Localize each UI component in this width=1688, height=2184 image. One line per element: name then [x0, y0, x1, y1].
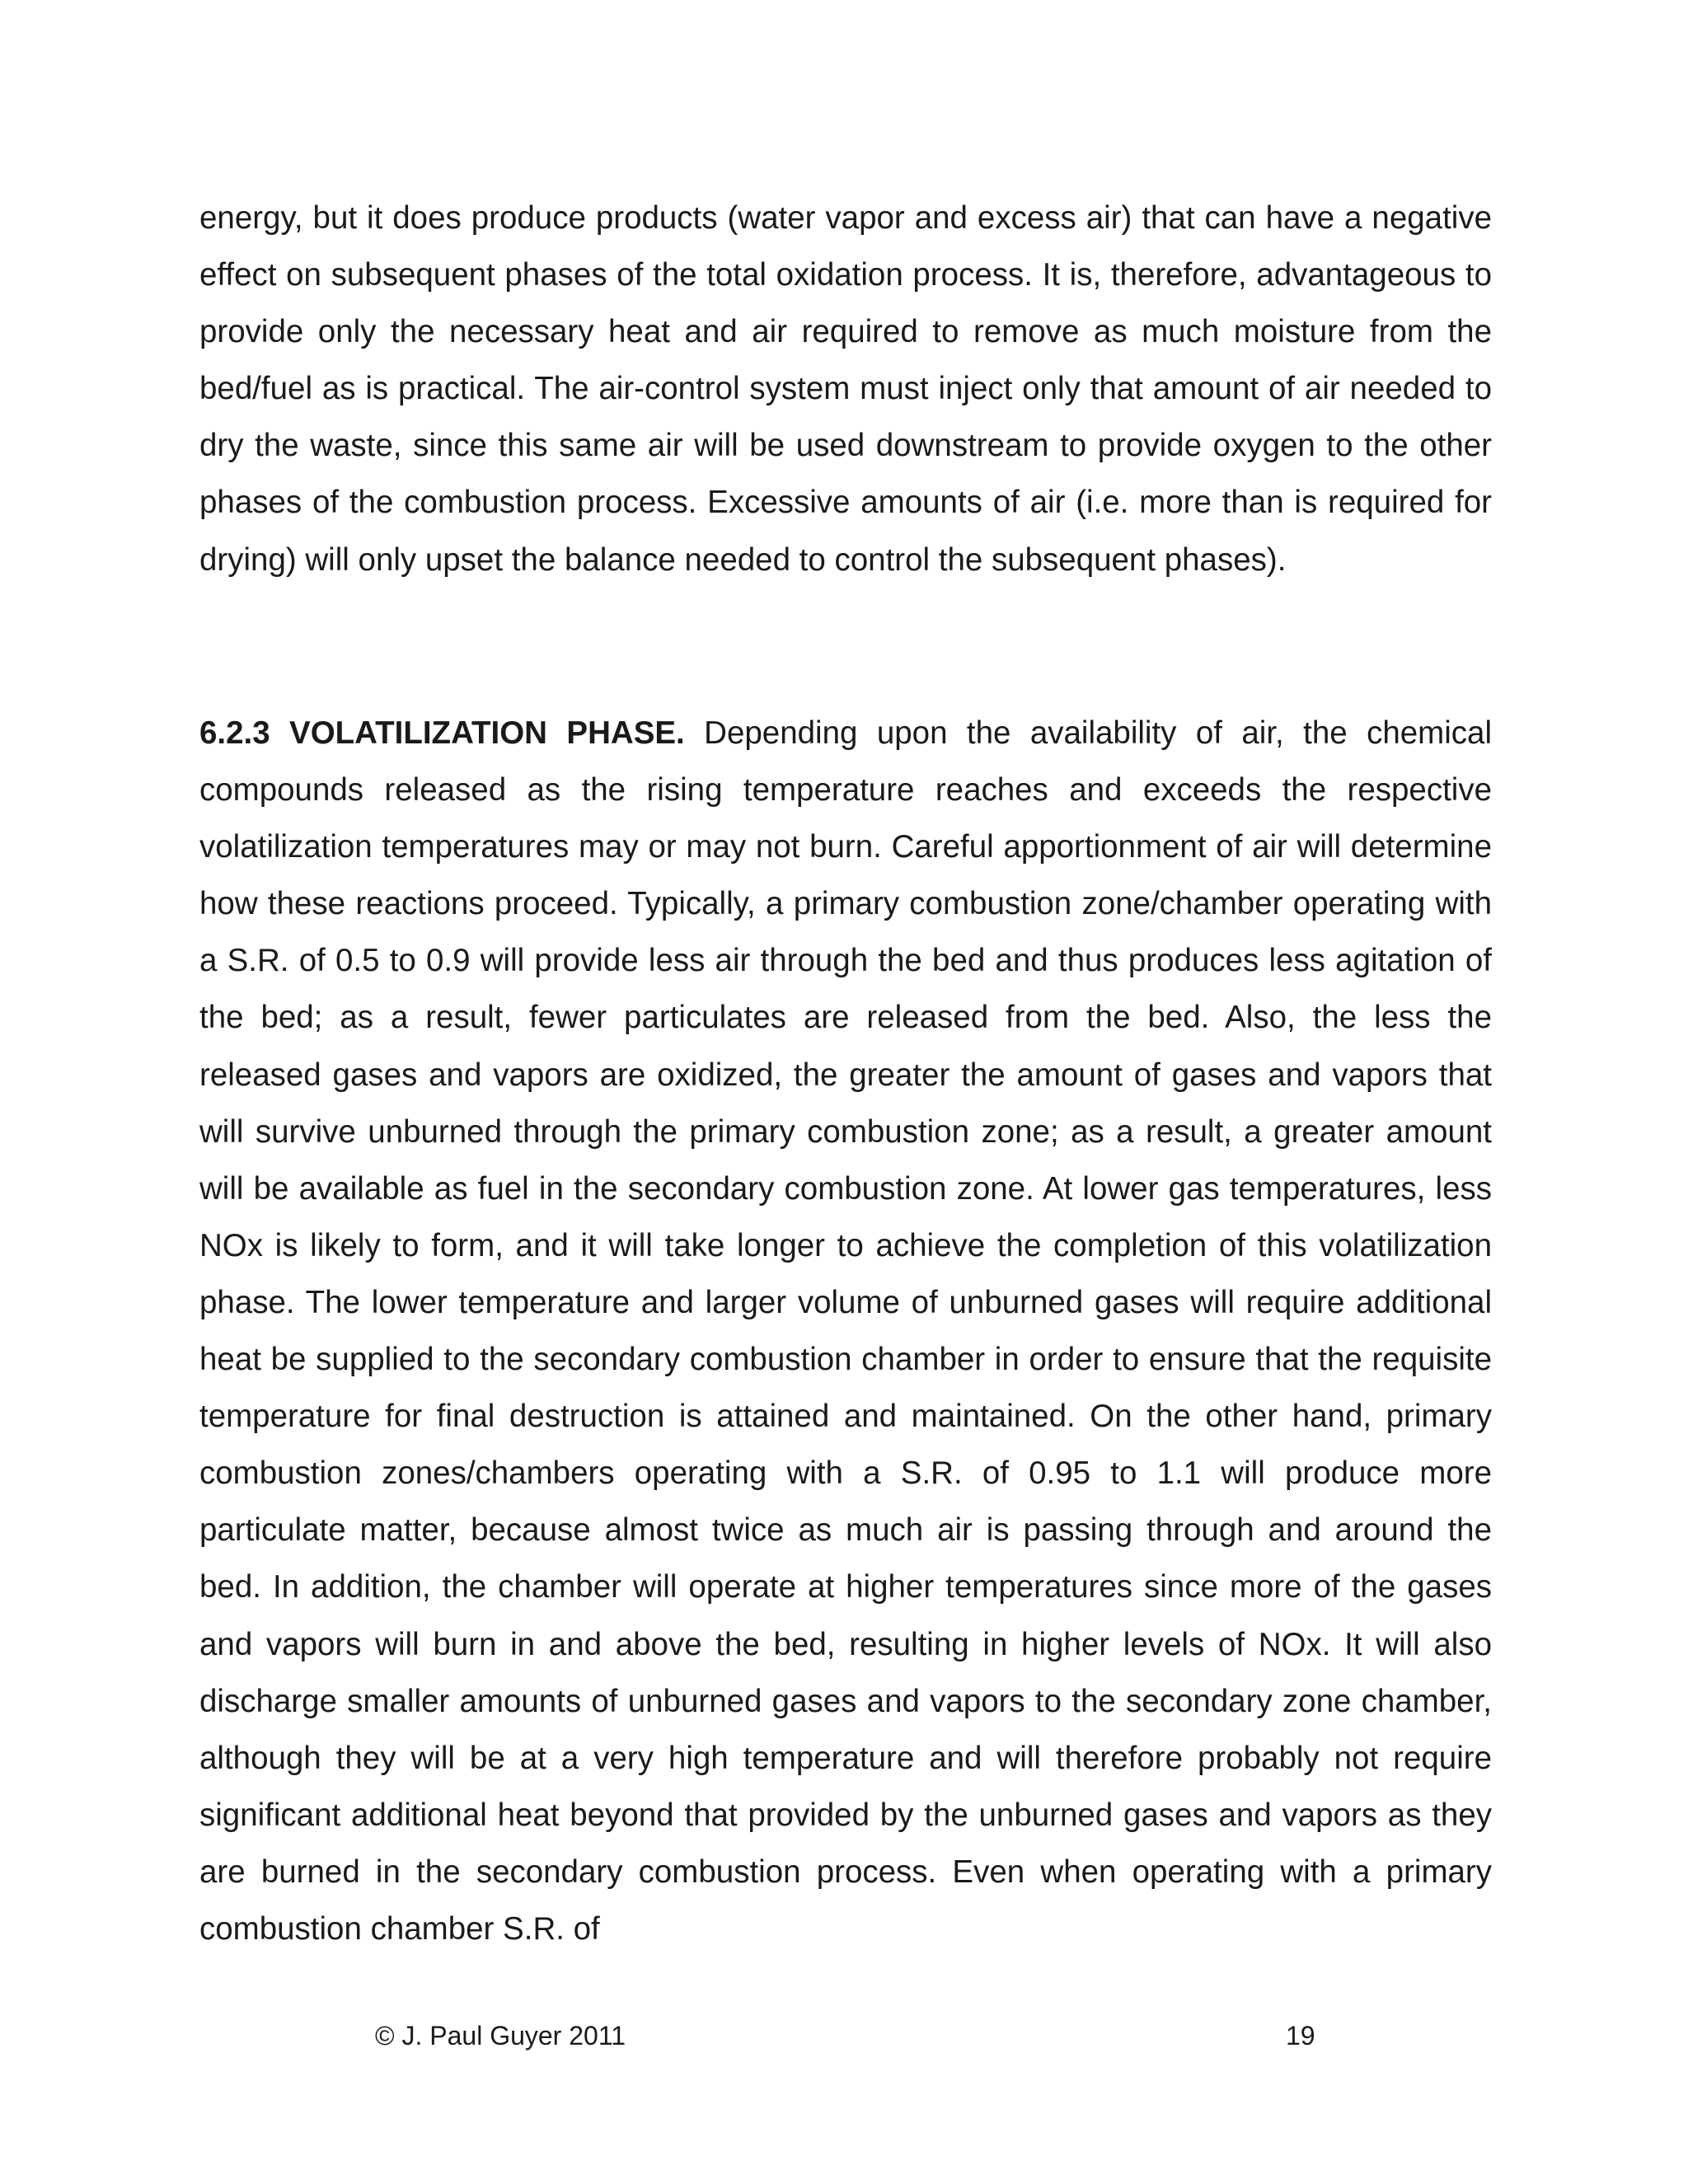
body-paragraph-volatilization: Depending upon the availability of air, the chemical compounds released as the rising temperature reaches and exceeds the respective volatilization temperatures may or may not burn. Careful apportionment of air will determine how these reactions proceed. Typically, a primary combustion zone/chamber operating with a S.R. of 0.5 to 0.9 will provide less air through the bed and thus produces less agitation of the bed; as a result, fewer particulates are released from the bed. Also, the less the released gases and vapors are oxidized, the greater the amount of gases and vapors that will survive unburned through the primary combustion zone; as a result, a greater amount will be available as fuel in the secondary combustion zone. At lower gas temperatures, less NOx is likely to form, and it will take longer to achieve the completion of this volatilization phase. The lower temperature and larger volume of unburned gases will require additional heat be supplied to the secondary combustion chamber in order to ensure that the requisite temperature for final destruction is attained and maintained. On the other hand, primary combustion zones/chambers operating with a S.R. of 0.95 to 1.1 will produce more particulate matter, because almost twice as much air is passing through and around the bed. In addition, the chamber will operate at higher temperatures since more of the gases and vapors will burn in and above the bed, resulting in higher levels of NOx. It will also discharge smaller amounts of unburned gases and vapors to the secondary zone chamber, although they will be at a very high temperature and will therefore probably not require significant additional heat beyond that provided by the unburned gases and vapors as they are burned in the secondary combustion process. Even when operating with a primary combustion chamber S.R. of	[199, 715, 1492, 1947]
section-heading: 6.2.3 VOLATILIZATION PHASE.	[199, 715, 685, 751]
body-paragraph-drying: energy, but it does produce products (water vapor and excess air) that can have a negative effect on subsequent phases of the total oxidation process. It is, therefore, advantageous to provide only the necessary heat and air required to remove as much moisture from the bed/fuel as is practical. The air-control system must inject only that amount of air needed to dry the waste, since this same air will be used downstream to provide oxygen to the other phases of the combustion process. Excessive amounts of air (i.e. more than is required for drying) will only upset the balance needed to control the subsequent phases).	[199, 200, 1492, 578]
section-volatilization	[199, 705, 1492, 1957]
page-number: 19	[1286, 2021, 1315, 2050]
footer-copyright: © J. Paul Guyer 2011	[375, 2021, 626, 2050]
